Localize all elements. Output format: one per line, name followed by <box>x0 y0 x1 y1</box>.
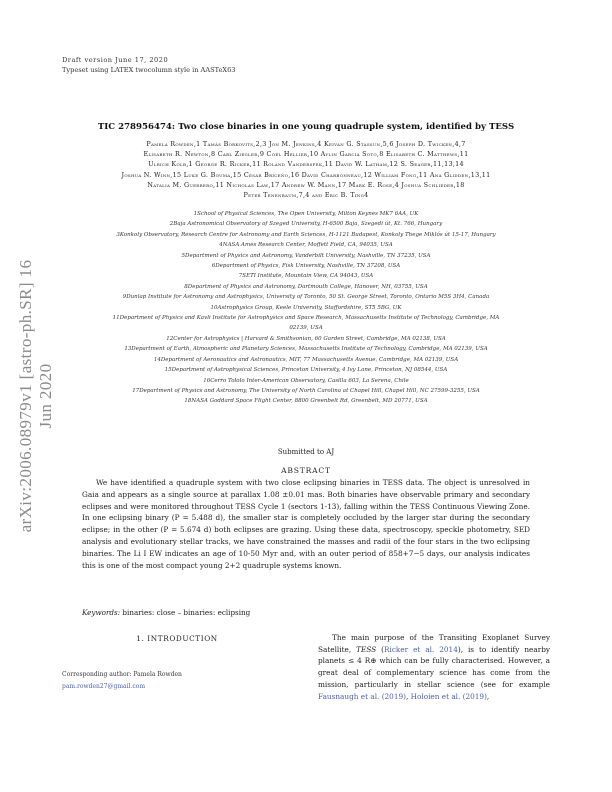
affiliation-line: 8Department of Physics and Astronomy, Dartmouth College, Hanover, NH, 03755, USA <box>184 283 428 290</box>
section-heading-introduction: 1. INTRODUCTION <box>136 634 218 643</box>
affiliation-line: 10Astrophysics Group, Keele University, Staffordshire, ST5 5BG, UK <box>210 304 402 311</box>
affiliation-line: 4NASA Ames Research Center, Moffett Field, CA, 94035, USA <box>219 242 393 249</box>
keywords-values: binaries: close – binaries: eclipsing <box>122 608 251 617</box>
affiliation-line: 5Department of Physics and Astronomy, Vanderbilt University, Nashville, TN 37235, USA <box>181 252 431 259</box>
affiliation-line: 12Center for Astrophysics | Harvard & Smithsonian, 60 Garden Street, Cambridge, MA 02138, USA <box>166 335 446 342</box>
affiliation-line: 2Baja Astronomical Observatory of Szeged University, H-6500 Baja, Szegedi út, Kt. 766, Hungary <box>169 221 443 228</box>
introduction-paragraph <box>318 632 550 702</box>
abstract-text: We have identified a quadruple system with two close eclipsing binaries in TESS data. The object is unresolved in Gaia and appears as a single source at parallax 1.08 ±0.01 mas. Both binaries have observable primary and secondary eclipses and were monitored throughout TESS Cycle 1 (sectors 1-13), falling within the TESS Continuous Viewing Zone. In one eclipsing binary (P = 5.488 d), the smaller star is completely occluded by the larger star during the secondary eclipse; in the other (P = 5.674 d) both eclipses are grazing. Using these data, spectroscopy, speckle photometry, SED analysis and evolutionary stellar tracks, we have constrained the masses and radii of the four stars in the two eclipsing binaries. The Li I EW indicates an age of 10-50 Myr and, with an outer period of 858+7−5 days, our analysis indicates this is one of the most compact young 2+2 quadruple systems known. <box>82 478 530 570</box>
intro-text: ), is to identify nearby planets ≤ 4 R⊕ which can be fully characterised. However, a great deal of complementary science has come from the mission, particularly in stellar science (see for example <box>318 644 550 689</box>
affiliation-line: 7SETI Institute, Mountain View, CA 94043, USA <box>238 273 374 280</box>
affiliation-line: 3Konkoly Observatory, Research Centre for Astronomy and Earth Sciences, H-1121 Budapest, Konkoly Thege Miklós út 15-17, Hungary <box>116 231 496 238</box>
affiliation-line: 9Dunlap Institute for Astronomy and Astrophysics, University of Toronto, 50 St. George Street, Toronto, Ontario M5S 3H4, Canada <box>122 294 490 301</box>
author-line: Joshua N. Winn,15 Luke G. Bouma,15 César Briceño,16 David Charbonneau,12 William Fong,11 Ana Glidden,13,11 <box>121 170 491 179</box>
intro-text: , <box>405 691 411 701</box>
submitted-to-line: Submitted to AJ <box>277 448 335 456</box>
keywords-label: Keywords: <box>82 608 121 617</box>
affiliation-line: 16Cerro Tololo Inter-American Observatory, Casilla 603, La Serena, Chile <box>203 377 409 384</box>
affiliation-line: 14Department of Aeronautics and Astronautics, MIT, 77 Massachusetts Avenue, Cambridge, MA 02139, USA <box>153 356 459 363</box>
author-line: Ulrich Kolb,1 George R. Ricker,11 Roland Vanderspek,11 David W. Latham,12 S. Seager,11,13,14 <box>148 160 464 169</box>
abstract-heading: ABSTRACT <box>281 466 331 475</box>
keywords-line <box>82 608 250 617</box>
affiliation-line: 13Department of Earth, Atmospheric and Planetary Sciences, Massachusetts Institute of Technology, Cambridge, MA 02139, USA <box>124 346 488 353</box>
author-line: Peter Tenenbaum,7,4 and Eric B. Ting4 <box>243 191 369 200</box>
intro-mission-name: TESS <box>356 644 377 654</box>
author-list <box>62 139 550 200</box>
affiliation-line: 18NASA Goddard Space Flight Center, 8800 Greenbelt Rd, Greenbelt, MD 20771, USA <box>184 398 428 405</box>
affiliation-line: 1School of Physical Sciences, The Open University, Milton Keynes MK7 6AA, UK <box>193 211 419 217</box>
author-line: Elisabeth R. Newton,8 Carl Ziegler,9 Coel Hellier,10 Aylin Garcia Soto,8 Elisabeth C. Matthews,11 <box>143 150 469 159</box>
paper-title: TIC 278956474: Two close binaries in one young quadruple system, identified by TESS <box>97 122 515 132</box>
corresponding-author: Corresponding author: Pamela Rowden <box>62 671 182 678</box>
citation-link[interactable]: Ricker et al. 2014 <box>384 644 458 654</box>
intro-text: The main purpose of the Transiting Exoplanet Survey Satellite, <box>318 633 550 654</box>
affiliation-line: 17Department of Physics and Astronomy, The University of North Carolina at Chapel Hill, Chapel Hill, NC 27599-3255, USA <box>132 387 480 394</box>
intro-text: , <box>486 691 490 701</box>
affiliation-line: 15Department of Astrophysical Sciences, Princeton University, 4 Ivy Lane, Princeton, NJ 08544, USA <box>164 367 448 374</box>
citation-link[interactable]: Holoien et al. (2019) <box>410 691 487 701</box>
typeset-line: Typeset using LATEX twocolumn style in AASTeX63 <box>62 66 236 74</box>
affiliation-list <box>40 209 572 407</box>
author-line: Natalia M. Guerrero,11 Nicholas Law,17 Andrew W. Mann,17 Mark E. Rose,4 Joshua Schlieder,18 <box>147 180 465 189</box>
arxiv-identifier-stamp: arXiv:2006.08979v1 [astro-ph.SR] 16 Jun 2020 <box>16 259 55 533</box>
author-line: Pamela Rowden,1 Tamás Borkovits,2,3 Jon M. Jenkins,4 Keivan G. Stassun,5,6 Joseph D. Twicken,4,7 <box>146 140 466 148</box>
draft-version-line: Draft version June 17, 2020 <box>62 56 169 64</box>
intro-text: ( <box>376 644 385 654</box>
affiliation-line: 02139, USA <box>289 325 323 332</box>
citation-link[interactable]: Fausnaugh et al. (2019) <box>318 691 406 701</box>
affiliation-line: 6Department of Physics, Fisk University, Nashville, TN 37208, USA <box>211 263 401 270</box>
affiliation-line: 11Department of Physics and Kavli Institute for Astrophysics and Space Research, Massachusetts Institute of Technology, Cambridge, MA <box>112 315 500 322</box>
author-email-link[interactable]: pam.rowden27@gmail.com <box>62 683 146 690</box>
